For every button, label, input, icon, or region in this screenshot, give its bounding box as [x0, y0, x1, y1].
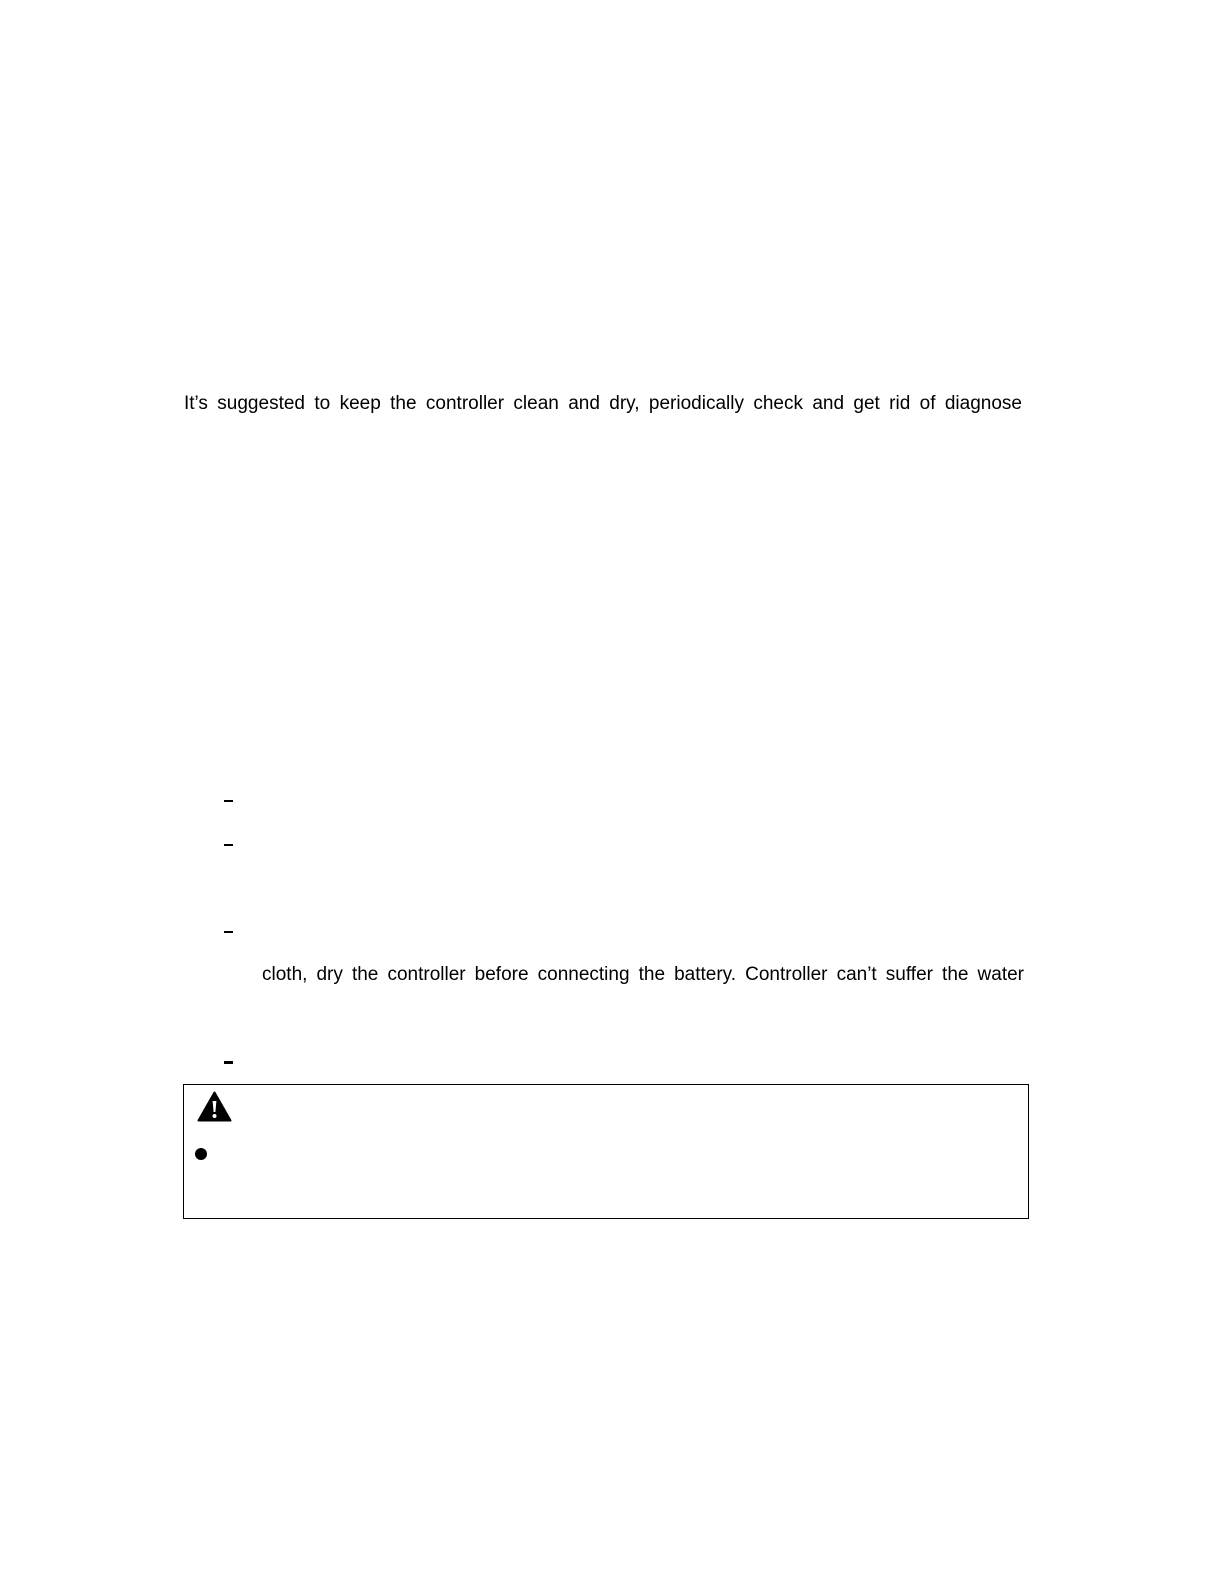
warning-triangle-icon [197, 1091, 232, 1122]
list-item-3-text: cloth, dry the controller before connecting the battery. Controller can’t suffer the water [262, 964, 1024, 985]
list-dash-2 [224, 844, 233, 846]
caution-box [183, 1084, 1029, 1219]
list-dash-1 [224, 800, 233, 802]
maintenance-intro-text: It’s suggested to keep the controller clean and dry, periodically check and get rid of diagnose [184, 393, 1022, 414]
list-dash-3 [224, 931, 233, 933]
caution-bullet-dot [195, 1148, 207, 1160]
list-dash-4 [224, 1061, 233, 1064]
